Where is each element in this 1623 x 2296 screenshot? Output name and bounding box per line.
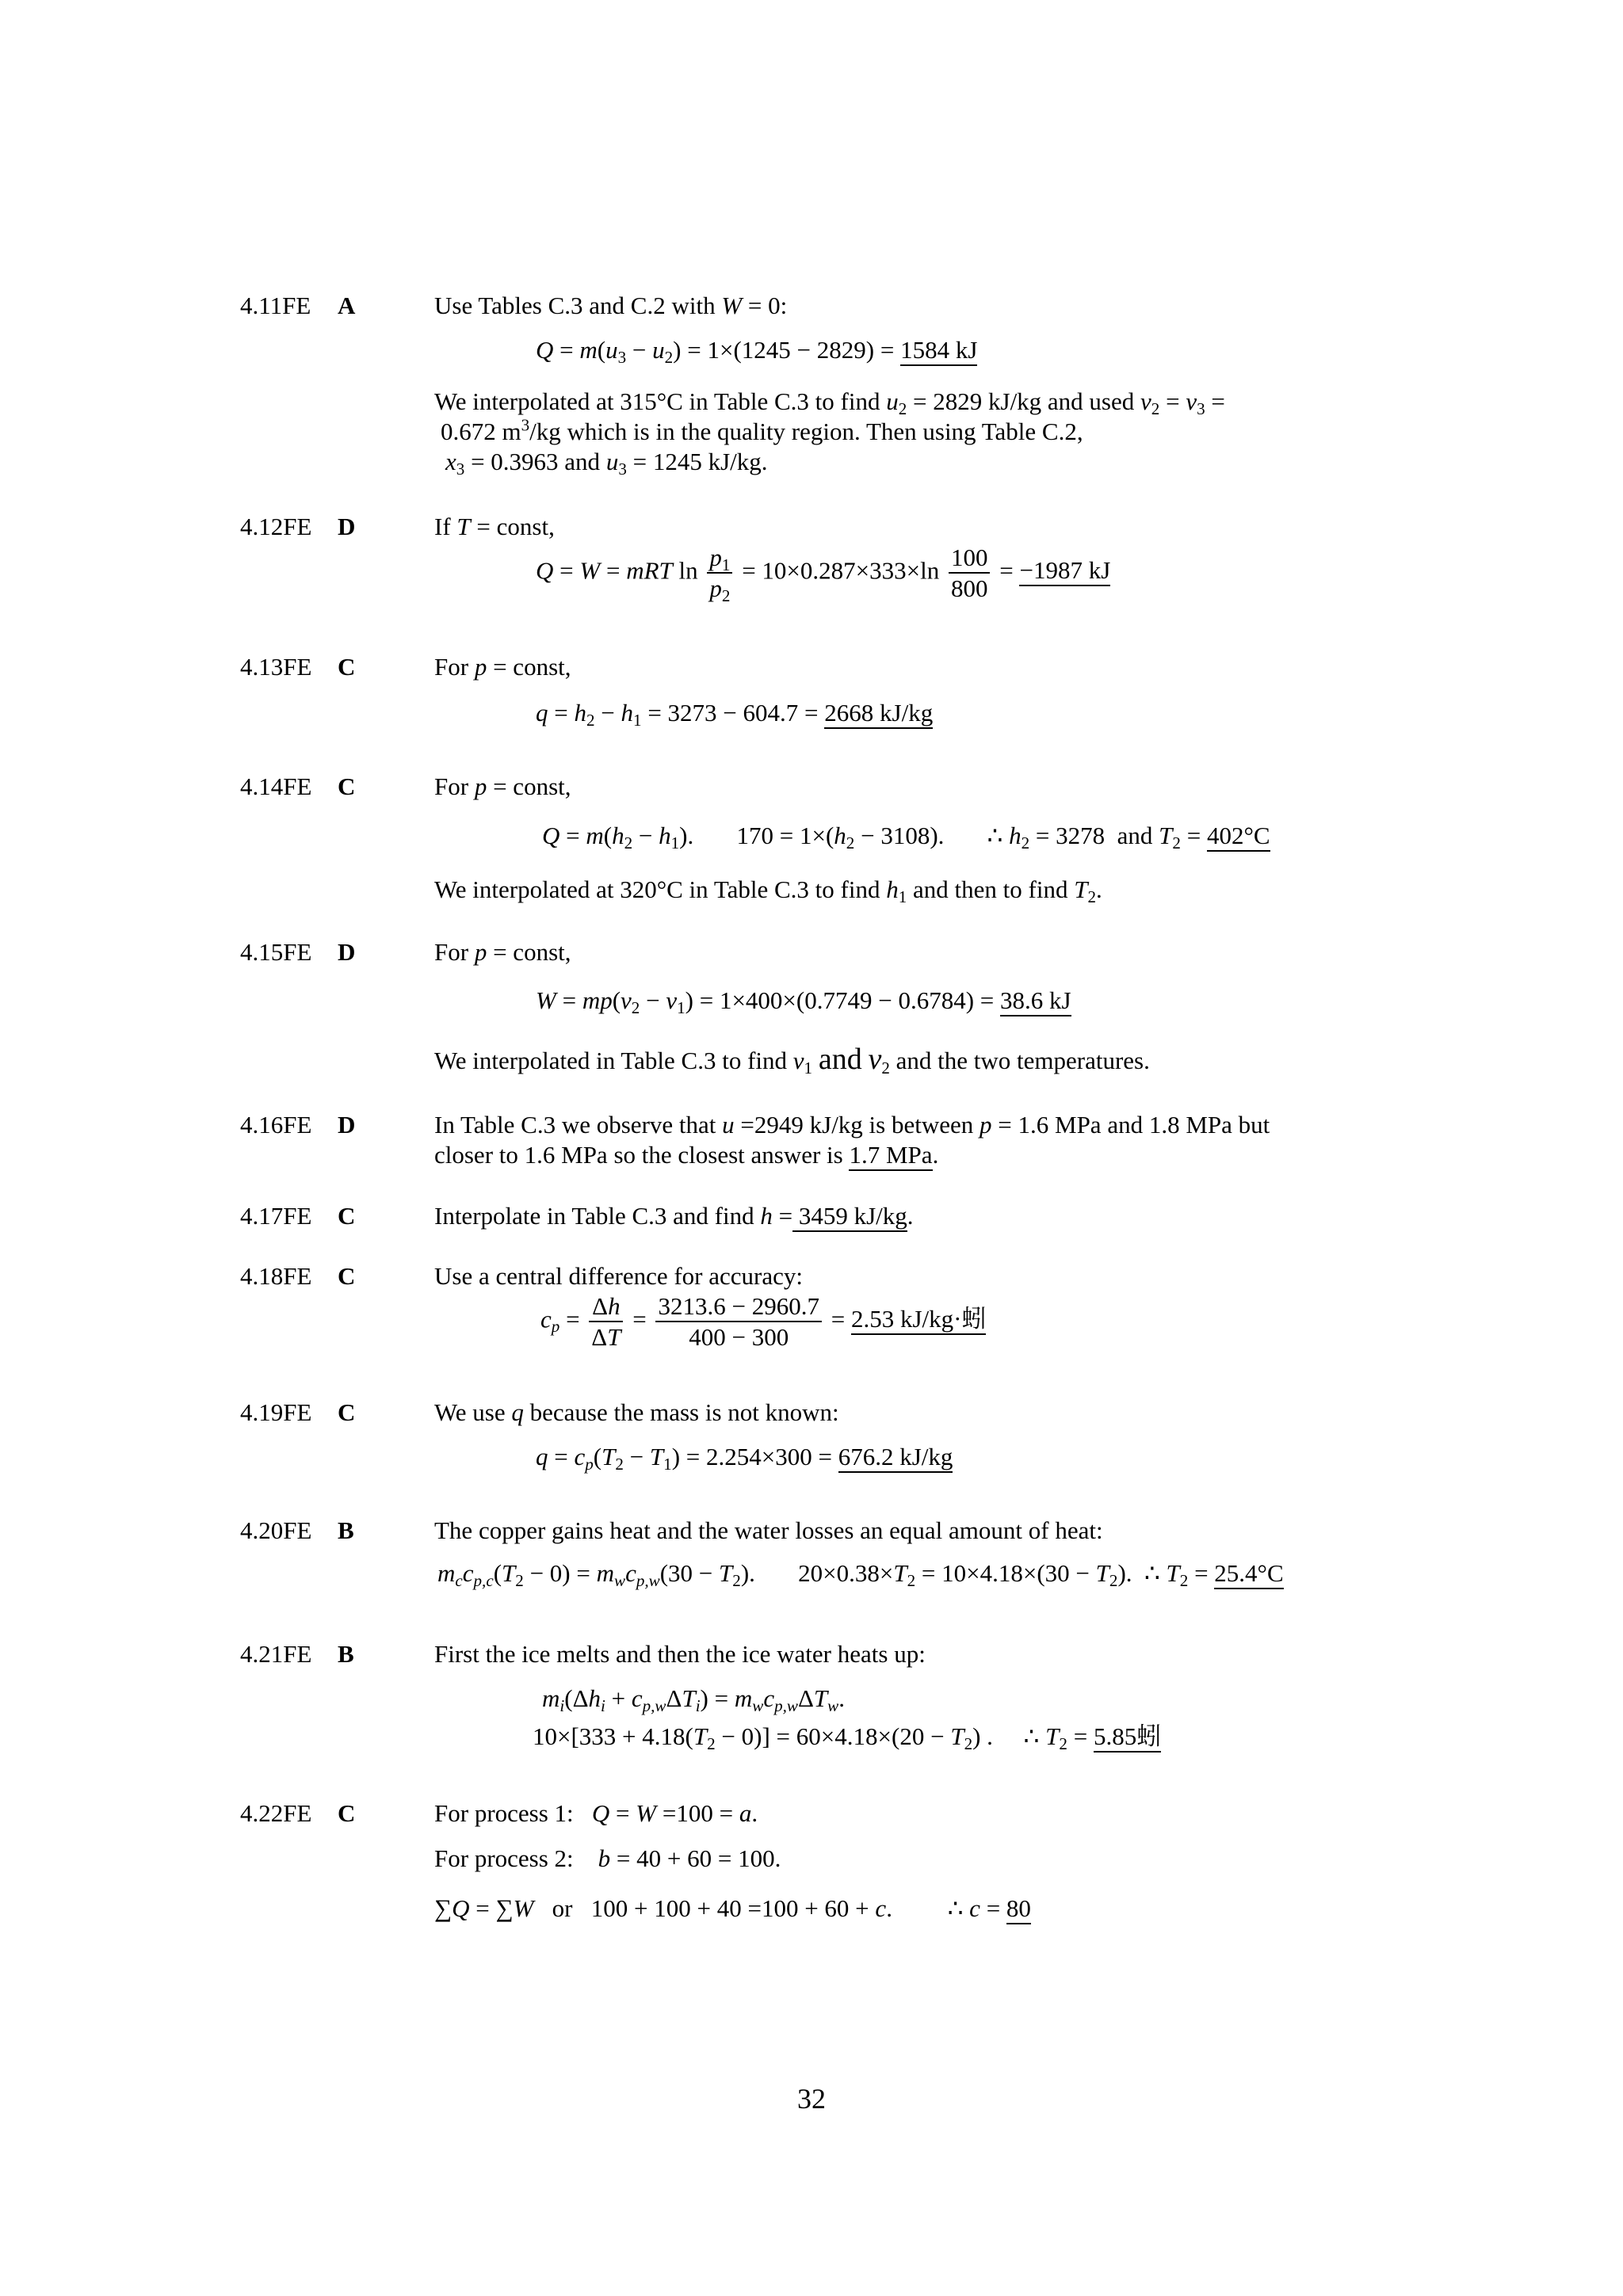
equation: $m_cc_{p,c}(T_2 - 0) = m_wc_{p,w}(30 - T_2)$. $20\times 0.38\times T_2 = 10\times 4.18\times(30 - T_2)$. ∴ $T_2 = 25.4^\circ C$ xyxy=(437,1559,1284,1590)
problem-statement: In Table C.3 we observe that u =2949 kJ/kg is between p = 1.6 MPa and 1.8 MPa but xyxy=(434,1111,1270,1138)
answer-letter: D xyxy=(338,513,356,540)
problem-number: 4.21FE xyxy=(240,1640,312,1668)
equation: ∑Q = ∑W or 100 + 100 + 40 =100 + 60 + c. ∴ c = 80 xyxy=(434,1894,1031,1923)
problem-statement: Use a central difference for accuracy: xyxy=(434,1262,803,1290)
page-number: 32 xyxy=(797,2083,826,2115)
problem-number: 4.12FE xyxy=(240,513,312,540)
explanation-line: 0.672 $m^3/kg$ which is in the quality region. Then using Table C.2, xyxy=(441,415,1083,445)
problem-statement: For p = const, xyxy=(434,772,571,800)
result: 402°C xyxy=(1207,822,1270,852)
problem-statement: For p = const, xyxy=(434,653,571,681)
equation: $Q = m(u_3 - u_2) = 1\times(1245 - 2829) = 1584$ kJ xyxy=(536,336,978,367)
explanation-line: $x_3 = 0.3963$ and $u_3 = 1245$ kJ/kg. xyxy=(445,448,768,479)
problem-number: 4.20FE xyxy=(240,1516,312,1544)
problem-number: 4.17FE xyxy=(240,1202,312,1230)
problem-statement: First the ice melts and then the ice water heats up: xyxy=(434,1640,926,1668)
problem-number: 4.18FE xyxy=(240,1262,312,1290)
problem-statement: If T = const, xyxy=(434,513,555,540)
result: 2.53 kJ/kg·蚓 xyxy=(851,1305,987,1335)
problem-number: 4.14FE xyxy=(240,772,312,800)
problem-number: 4.19FE xyxy=(240,1398,312,1426)
problem-statement: For process 1: Q = W =100 = a. xyxy=(434,1799,758,1827)
result: 3459 kJ/kg xyxy=(792,1202,907,1232)
answer-letter: D xyxy=(338,1111,356,1138)
explanation-line: We interpolated in Table C.3 to find $v_1$ and $v_2$ and the two temperatures. xyxy=(434,1043,1150,1077)
result: 1584 kJ xyxy=(900,336,977,366)
problem-number: 4.15FE xyxy=(240,938,312,966)
answer-letter: C xyxy=(338,1398,356,1426)
problem-statement: Interpolate in Table C.3 and find h = 3459 kJ/kg. xyxy=(434,1202,914,1230)
equation: $W = mp(v_2 - v_1) = 1\times 400\times(0.7749 - 0.6784) = 38.6$ kJ xyxy=(536,986,1071,1017)
problem-number: 4.16FE xyxy=(240,1111,312,1138)
result: 38.6 kJ xyxy=(1000,986,1071,1016)
answer-letter: B xyxy=(338,1516,354,1544)
result: 25.4°C xyxy=(1214,1559,1283,1589)
answer-letter: B xyxy=(338,1640,354,1668)
equation: $q = h_2 - h_1 = 3273 - 604.7 = 2668$ kJ/kg xyxy=(536,699,934,730)
problem-number: 4.11FE xyxy=(240,292,311,319)
answer-letter: C xyxy=(338,1799,356,1827)
result: 5.85蚓 xyxy=(1094,1722,1161,1753)
explanation-line: We interpolated at 315°C in Table C.3 to find $u_2 = 2829$ kJ/kg and used $v_2 = v_3$ = xyxy=(434,387,1225,418)
equation: Q = W = mRT ln $\frac{p_1}{p_2}$ = 10×0.287×333×ln $\frac{100}{800}$ = −1987 kJ xyxy=(536,543,1111,606)
answer-letter: C xyxy=(338,653,356,681)
answer-letter: C xyxy=(338,1262,356,1290)
problem-statement: For process 2: b = 40 + 60 = 100. xyxy=(434,1844,781,1872)
problem-statement: We use q because the mass is not known: xyxy=(434,1398,839,1426)
result: 676.2 kJ/kg xyxy=(838,1443,953,1473)
answer-letter: D xyxy=(338,938,356,966)
equation: $m_i(\Delta h_i + c_{p,w}\Delta T_i) = m_wc_{p,w}\Delta T_w$. xyxy=(542,1684,845,1715)
answer-letter: A xyxy=(338,292,356,319)
problem-statement: closer to 1.6 MPa so the closest answer is 1.7 MPa. xyxy=(434,1141,938,1169)
problem-number: 4.22FE xyxy=(240,1799,312,1827)
problem-number: 4.13FE xyxy=(240,653,312,681)
equation: $10\times[333 + 4.18(T_2 - 0)] = 60\times 4.18\times(20 - T_2)$ . ∴ $T_2 = 5.85$蚓 xyxy=(533,1722,1162,1753)
explanation-line: We interpolated at 320°C in Table C.3 to find $h_1$ and then to find $T_2$. xyxy=(434,875,1102,906)
equation: $q = c_p(T_2 - T_1) = 2.254\times 300 = 676.2$ kJ/kg xyxy=(536,1443,953,1474)
answer-letter: C xyxy=(338,1202,356,1230)
result: 1.7 MPa xyxy=(849,1141,932,1171)
problem-statement: The copper gains heat and the water losses an equal amount of heat: xyxy=(434,1516,1103,1544)
problem-statement: For p = const, xyxy=(434,938,571,966)
result: −1987 kJ xyxy=(1019,556,1110,586)
equation: $c_p$ = $\frac{\Delta h}{\Delta T}$ = $\frac{3213.6 - 2960.7}{400 - 300}$ = 2.53 kJ/kg·蚓 xyxy=(540,1292,987,1352)
equation: $Q = m(h_2 - h_1)$. $170 = 1\times(h_2 - 3108)$. ∴ $h_2 = 3278$ and $T_2 = 402^\circ C$ xyxy=(542,822,1270,852)
problem-statement: Use Tables C.3 and C.2 with W = 0: xyxy=(434,292,788,319)
result: 80 xyxy=(1006,1894,1031,1924)
answer-letter: C xyxy=(338,772,356,800)
result: 2668 kJ/kg xyxy=(824,699,933,729)
